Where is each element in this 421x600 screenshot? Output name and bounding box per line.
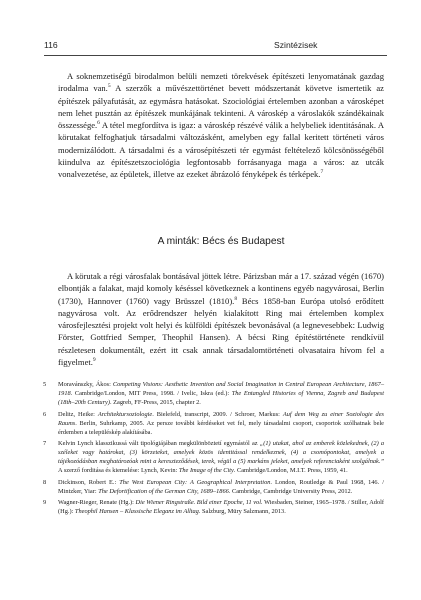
footnote-text: Dickinson, Robert E.: (58, 478, 120, 486)
body-paragraph-2 (58, 270, 384, 368)
footnote-number: 6 (43, 410, 47, 418)
footnote (43, 410, 384, 437)
footnote-text: Wagner-Rieger, Renate (Hg.): (58, 499, 136, 507)
running-head (44, 40, 387, 54)
paragraph-sentence: A szerzők a művészettörténet bevett módszertanát követve ismertetik az építészek pályafutását, az egymásra hatásokat. Szociológiai értelemben azonban a városképet nem lehet pusztán az építészek munkájának tekinteni. A városkép a városlakók szándékainak összessége. (58, 83, 384, 131)
running-section-title: Szintézisek (274, 40, 318, 50)
footnote (43, 478, 384, 496)
footnote-number: 8 (43, 478, 47, 486)
footnote-ref-5[interactable]: 5 (107, 83, 111, 90)
paragraph-sentence: A soknemzetiségű birodalmon belüli nemzeti törekvések építészeti lenyomatának gazdag irodalma van. (58, 71, 384, 94)
footnote-title: The Defortification of the German City, 1689–1866 (98, 487, 229, 495)
footnotes (43, 380, 384, 519)
footnote-number: 5 (43, 381, 47, 388)
paragraph-sentence: Bécs 1858-ban Európa utolsó erődített nagyvárosa volt. Az erődrendszer helyén kialakított Ring mai értelemben komplex városfejlesztési projekt volt helyi és külföldi építészek bevonásával (a legnevesebbek: Ludwig Förster, Gottfried Semper, Theophil Hansen). A bécsi Ring építéstörténete rendkívül részletesen dokumentált, ezért itt csak annak társadalomtörténeti olvasataira hívom fel a figyelmet. (58, 295, 384, 368)
footnote-title: The Image of the City (178, 467, 234, 475)
footnote-text: . Salzburg, Müry Salzmann, 2013. (198, 508, 286, 516)
footnote-text: A szerző forditása és kiemelése: Lynch, Kevin: (58, 467, 179, 475)
header-rule (44, 55, 387, 56)
footnote (43, 439, 384, 475)
footnote-title: The Entangled Histories of Vienna, Zagreb and Budapest (18th–20th Century) (58, 390, 384, 407)
footnote-quote: „(1) utakat, ahol az emberek közlekednek, (2) a széleket vagy határokat, (3) körzeteket, amelyek közös identitással rendelkeznek, (4) a csomópontokat, amelyek a tájékozódásban meghatározóak mint a kereszteződések, terek, végül a (5) markáns jeleket, amelyek referenciaként szolgálnak.” (58, 440, 384, 466)
footnote-ref-8[interactable]: 8 (234, 295, 238, 302)
footnote-text: Moravánszky, Ákos: (58, 381, 113, 388)
footnote-text: Kelvin Lynch klasszikussá vált tipológiájában megkülönböztetí egymástól az (58, 440, 260, 448)
footnote-text: . London, Routledge & Paul 1968, 146. / Mintzker, Yiar: (58, 478, 384, 495)
footnote-ref-7[interactable]: 7 (320, 169, 324, 176)
footnote-title: The West European City: A Geographical Interpretation (119, 478, 271, 486)
footnote-title: Theophil Hansen – Klassische Eleganz im Alltag (74, 508, 199, 516)
footnote-text: Wiesbaden, Steiner, 1965–1978. / Stiller, Adolf (Hg.): (58, 499, 384, 516)
footnote (43, 498, 384, 516)
footnote-ref-6[interactable]: 6 (97, 120, 100, 127)
body-paragraph-1 (58, 70, 384, 181)
footnote-text: . Cambridge/London, MIT Press, 1998. / Ivelic, Iskra (ed.): (70, 390, 232, 398)
footnote-title: Auf dem Weg zu einer Soziologie des Raums (58, 410, 384, 427)
section-heading: A minták: Bécs és Budapest (157, 236, 285, 247)
page-number: 116 (44, 40, 58, 50)
footnote (43, 380, 384, 407)
paragraph-sentence: A tétel megfordítva is igaz: a városkép részévé válik a helybeliek identitásának. A körutakat felfoghatjuk társadalmi változásként, amelyben egy fallal keritett történeti város modernizálódott. A társadalmi és a városépítészeti tér egymást feltételező kölcsönösségéből kiindulva az építészetszociológia legfontosabb forrásanyaga maga a város: az utcák vonalvezetése, az épületek, illetve az ezeket ábrázoló fényképek és térképek. (58, 120, 384, 180)
footnote-title: Competing Visions: Aesthetic Invention and Social Imagination in Central European Architecture, 1867–1918 (58, 381, 384, 398)
footnote-title: Die Wiener Ringstraße. Bild einer Epoche, 11 vol. (135, 499, 263, 507)
footnote-text: . Cambridge, Cambridge University Press, 2012. (228, 487, 353, 495)
footnote-ref-9[interactable]: 9 (92, 357, 96, 364)
footnote-text: . Berlin, Suhrkamp, 2005. Az persze további kérdéseket vet fel, mely társadalmi csoport, csoportok szólhatnak bele érdemben a településkép alakításába. (58, 419, 384, 436)
footnote-text: Delitz, Heike: (58, 410, 98, 418)
footnote-text: . Zagreb, FF-Press, 2015, chapter 2. (109, 399, 201, 407)
footnote-text: . Cambridge/London, M.I.T. Press, 1959, 41. (233, 467, 348, 475)
footnote-number: 9 (43, 499, 47, 507)
paragraph-sentence: A körutak a régi városfalak bontásával jöttek létre. Párizsban már a 17. század végén (1670) elbontják a falakat, majd komoly késéssel következnek a kontinens egyéb nagyvárosai, Berlin (1730), Hannover (1760) vagy Brüsszel (1810). (58, 271, 384, 306)
footnote-number: 7 (43, 440, 47, 448)
footnote-title: Architektursoziologie (97, 410, 153, 418)
footnote-text: . Bielefeld, transcript, 2009. / Schroer, Markus: (152, 410, 283, 418)
